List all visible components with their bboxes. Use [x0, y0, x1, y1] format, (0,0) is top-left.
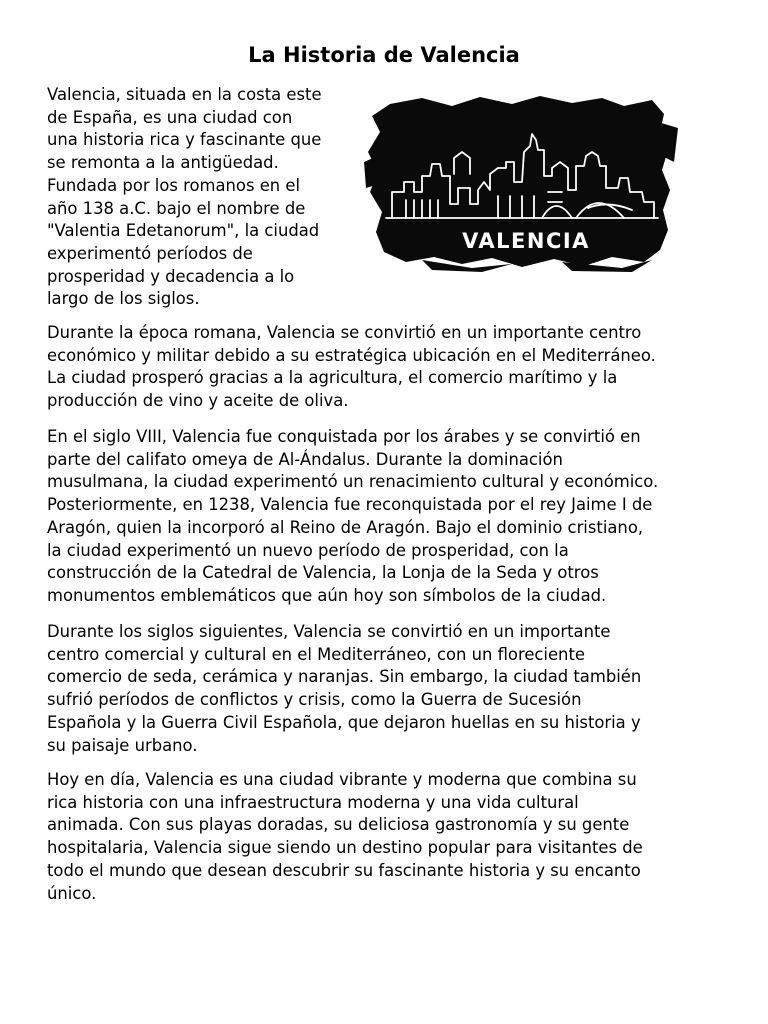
text-line: económico y militar debido a su estratégica ubicación en el Mediterráneo.: [47, 345, 656, 365]
text-line: año 138 a.C. bajo el nombre de: [47, 198, 306, 218]
text-line: Hoy en día, Valencia es una ciudad vibrante y moderna que combina su: [47, 770, 637, 789]
text-line: una historia rica y fascinante que: [47, 130, 322, 150]
paragraph-intro: [47, 84, 322, 311]
text-line: Valencia, situada en la costa este: [47, 85, 322, 104]
text-line: Española y la Guerra Civil Española, que dejaron huellas en su historia y: [47, 712, 641, 732]
text-line: Aragón, quien la incorporó al Reino de Aragón. Bajo el dominio cristiano,: [47, 517, 644, 537]
paragraph-medieval-era: [47, 426, 658, 608]
text-line: Durante la época romana, Valencia se convirtió en un importante centro: [47, 323, 642, 342]
valencia-skyline-icon: [362, 92, 682, 272]
text-line: comercio de seda, cerámica y naranjas. Sin embargo, la ciudad también: [47, 667, 642, 687]
text-line: largo de los siglos.: [47, 289, 200, 309]
text-line: su paisaje urbano.: [47, 735, 198, 755]
text-line: de España, es una ciudad con: [47, 107, 293, 127]
text-line: se remonta a la antigüedad.: [47, 153, 279, 173]
text-line: único.: [47, 883, 97, 903]
text-line: En el siglo VIII, Valencia fue conquistada por los árabes y se convirtió en: [47, 427, 641, 446]
text-line: sufrió períodos de conflictos y crisis, como la Guerra de Sucesión: [47, 690, 582, 710]
text-line: prosperidad y decadencia a lo: [47, 266, 295, 286]
text-line: La ciudad prosperó gracias a la agricultura, el comercio marítimo y la: [47, 368, 618, 388]
text-line: musulmana, la ciudad experimentó un renacimiento cultural y económico.: [47, 472, 659, 492]
text-line: hospitalaria, Valencia sigue siendo un destino popular para visitantes de: [47, 838, 643, 858]
text-line: Posteriormente, en 1238, Valencia fue reconquistada por el rey Jaime I de: [47, 495, 653, 515]
text-line: parte del califato omeya de Al-Ándalus. Durante la dominación: [47, 449, 563, 469]
text-line: rica historia con una infraestructura moderna y una vida cultural: [47, 792, 579, 812]
text-line: Durante los siglos siguientes, Valencia se convirtió en un importante: [47, 622, 611, 641]
text-line: producción de vino y aceite de oliva.: [47, 391, 349, 411]
text-line: centro comercial y cultural en el Mediterráneo, con un floreciente: [47, 644, 585, 664]
document-title: La Historia de Valencia: [248, 43, 520, 67]
skyline-label: VALENCIA: [462, 229, 590, 253]
text-line: experimentó períodos de: [47, 243, 253, 263]
valencia-skyline-image: [362, 92, 682, 272]
text-line: Fundada por los romanos en el: [47, 175, 301, 195]
text-line: todo el mundo que desean descubrir su fascinante historia y su encanto: [47, 860, 641, 880]
paragraph-later-centuries: [47, 621, 641, 757]
paragraph-roman-era: [47, 322, 656, 413]
text-line: monumentos emblemáticos que aún hoy son símbolos de la ciudad.: [47, 585, 607, 605]
paragraph-present-day: [47, 769, 643, 905]
text-line: animada. Con sus playas doradas, su deliciosa gastronomía y su gente: [47, 815, 630, 835]
text-line: construcción de la Catedral de Valencia, la Lonja de la Seda y otros: [47, 563, 599, 583]
text-line: "Valentia Edetanorum", la ciudad: [47, 221, 320, 241]
text-line: la ciudad experimentó un nuevo período de prosperidad, con la: [47, 540, 569, 560]
